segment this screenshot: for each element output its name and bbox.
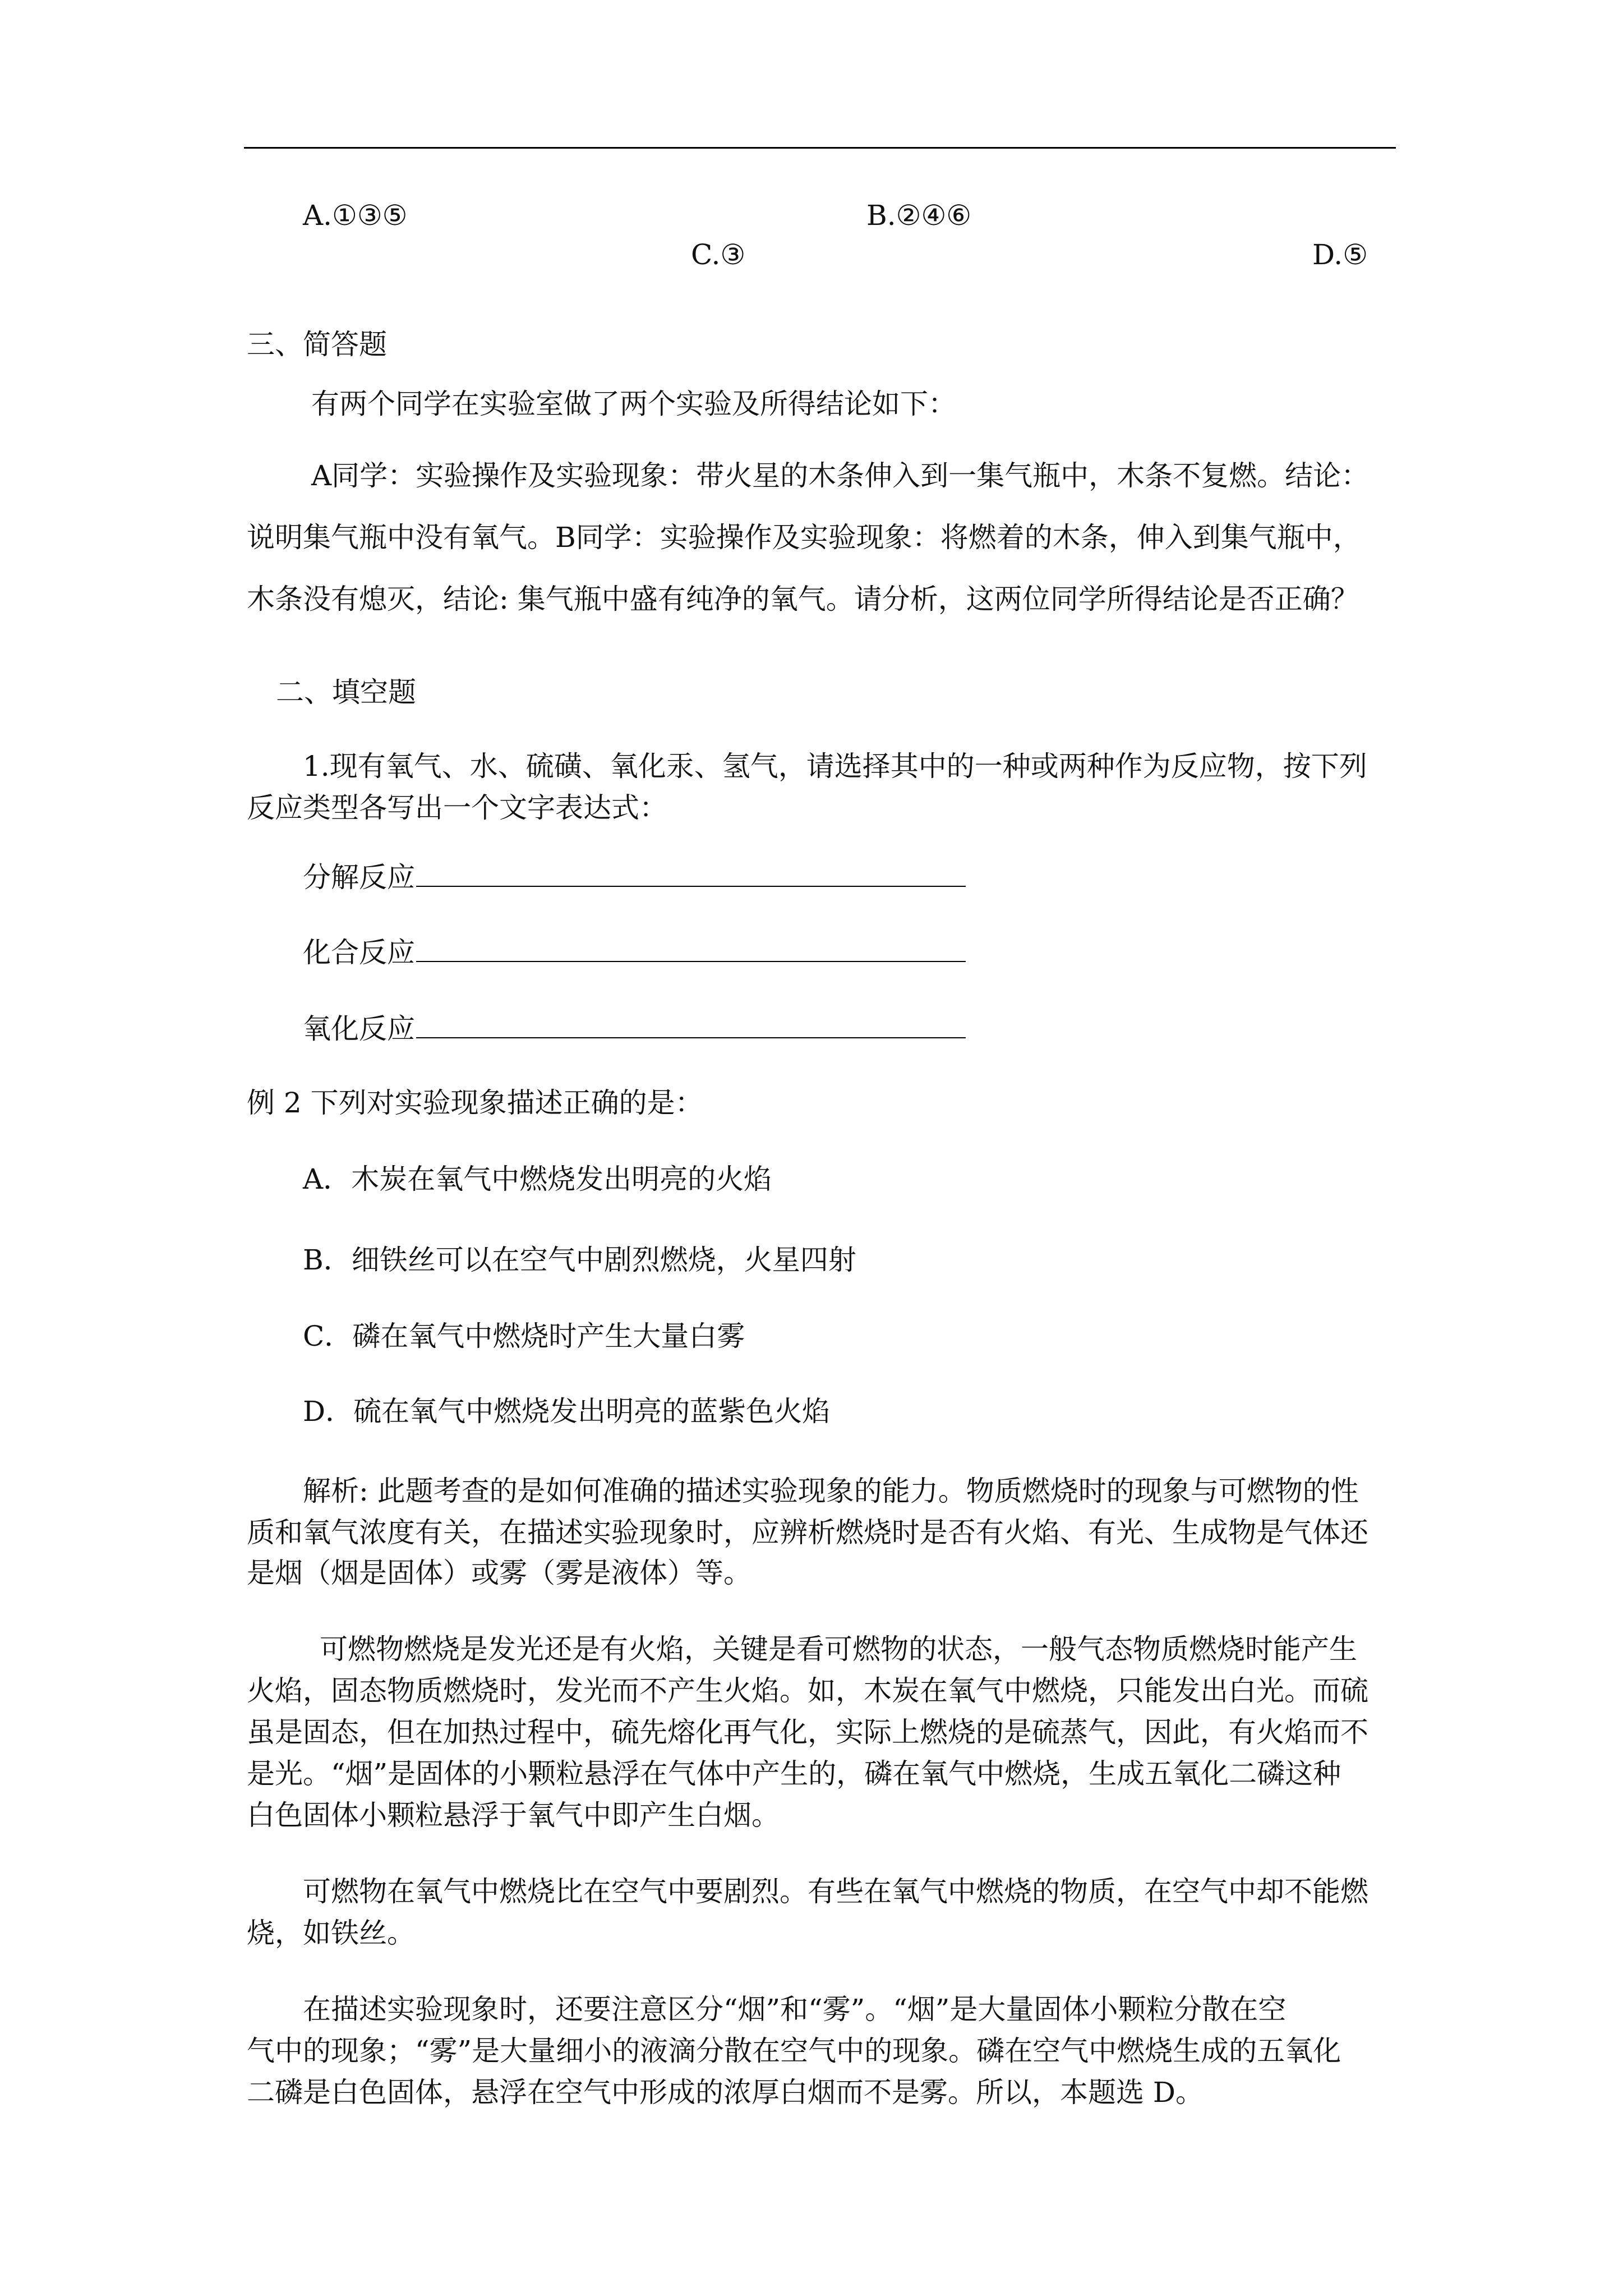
option-d: D.⑤ bbox=[1312, 238, 1368, 271]
section3-line1: A同学：实验操作及实验现象：带火星的木条伸入到一集气瓶中，木条不复燃。结论： bbox=[311, 459, 1370, 492]
analysis-p4-line1: 在描述实验现象时，还要注意区分“烟”和“雾”。“烟”是大量固体小颗粒分散在空 bbox=[303, 1993, 1287, 2026]
analysis-p3-line1: 可燃物在氧气中燃烧比在空气中要剧烈。有些在氧气中燃烧的物质，在空气中却不能燃 bbox=[303, 1875, 1368, 1908]
analysis-p1-line2: 质和氧气浓度有关，在描述实验现象时，应辨析燃烧时是否有火焰、有光、生成物是气体还 bbox=[247, 1516, 1368, 1549]
analysis-p2-line5: 白色固体小颗粒悬浮于氧气中即产生白烟。 bbox=[247, 1799, 780, 1832]
analysis-p2-line2: 火焰，固态物质燃烧时，发光而不产生火焰。如，木炭在氧气中燃烧，只能发出白光。而硫 bbox=[247, 1674, 1368, 1707]
analysis-p2-line1: 可燃物燃烧是发光还是有火焰，关键是看可燃物的状态，一般气态物质燃烧时能产生 bbox=[320, 1633, 1357, 1665]
analysis-p4-line3: 二磷是白色固体，悬浮在空气中形成的浓厚白烟而不是雾。所以，本题选 D。 bbox=[247, 2076, 1204, 2109]
analysis-p4-line2: 气中的现象；“雾”是大量细小的液滴分散在空气中的现象。磷在空气中燃烧生成的五氧化 bbox=[247, 2035, 1341, 2067]
header-rule bbox=[244, 147, 1396, 149]
answer-blank-2[interactable] bbox=[416, 961, 966, 962]
analysis-p1-line3: 是烟（烟是固体）或雾（雾是液体）等。 bbox=[247, 1557, 751, 1589]
answer-blank-1[interactable] bbox=[416, 886, 966, 887]
blank-combination bbox=[303, 932, 966, 973]
blank-oxidation-label: 氧化反应 bbox=[303, 1013, 415, 1045]
option-a: A.①③⑤ bbox=[303, 199, 408, 232]
blank-oxidation bbox=[303, 1009, 966, 1049]
answer-blank-3[interactable] bbox=[416, 1037, 966, 1038]
section3-intro: 有两个同学在实验室做了两个实验及所得结论如下： bbox=[311, 388, 956, 420]
blank-decomposition-label: 分解反应 bbox=[303, 861, 415, 894]
example2-option-d: D．硫在氧气中燃烧发出明亮的蓝紫色火焰 bbox=[303, 1395, 831, 1428]
example2-option-b: B．细铁丝可以在空气中剧烈燃烧，火星四射 bbox=[303, 1244, 856, 1276]
option-b: B.②④⑥ bbox=[866, 199, 972, 232]
analysis-p3-line2: 烧，如铁丝。 bbox=[247, 1917, 415, 1949]
blank-combination-label: 化合反应 bbox=[303, 936, 415, 969]
option-c: C.③ bbox=[691, 238, 746, 271]
example2-option-a: A．木炭在氧气中燃烧发出明亮的火焰 bbox=[303, 1163, 772, 1195]
blank-decomposition bbox=[303, 857, 966, 898]
example2-stem: 例 2 下列对实验现象描述正确的是： bbox=[247, 1087, 703, 1119]
section3-line3: 木条没有熄灭，结论: 集气瓶中盛有纯净的氧气。请分析，这两位同学所得结论是否正确？ bbox=[247, 583, 1359, 615]
example2-option-c: C．磷在氧气中燃烧时产生大量白雾 bbox=[303, 1320, 745, 1352]
question1-line1: 1.现有氧气、水、硫磺、氧化汞、氢气，请选择其中的一种或两种作为反应物，按下列 bbox=[303, 750, 1367, 783]
section3-heading: 三、简答题 bbox=[247, 328, 387, 361]
section2-heading: 二、填空题 bbox=[276, 676, 416, 708]
analysis-p2-line4: 是光。“烟”是固体的小颗粒悬浮在气体中产生的，磷在氧气中燃烧，生成五氧化二磷这种 bbox=[247, 1757, 1341, 1790]
analysis-p1-line1: 解析: 此题考查的是如何准确的描述实验现象的能力。物质燃烧时的现象与可燃物的性 bbox=[303, 1475, 1359, 1507]
question1-line2: 反应类型各写出一个文字表达式： bbox=[247, 792, 667, 824]
section3-line2: 说明集气瓶中没有氧气。B同学：实验操作及实验现象：将燃着的木条，伸入到集气瓶中， bbox=[247, 521, 1361, 554]
analysis-p2-line3: 虽是固态，但在加热过程中，硫先熔化再气化，实际上燃烧的是硫蒸气，因此，有火焰而不 bbox=[247, 1716, 1368, 1749]
